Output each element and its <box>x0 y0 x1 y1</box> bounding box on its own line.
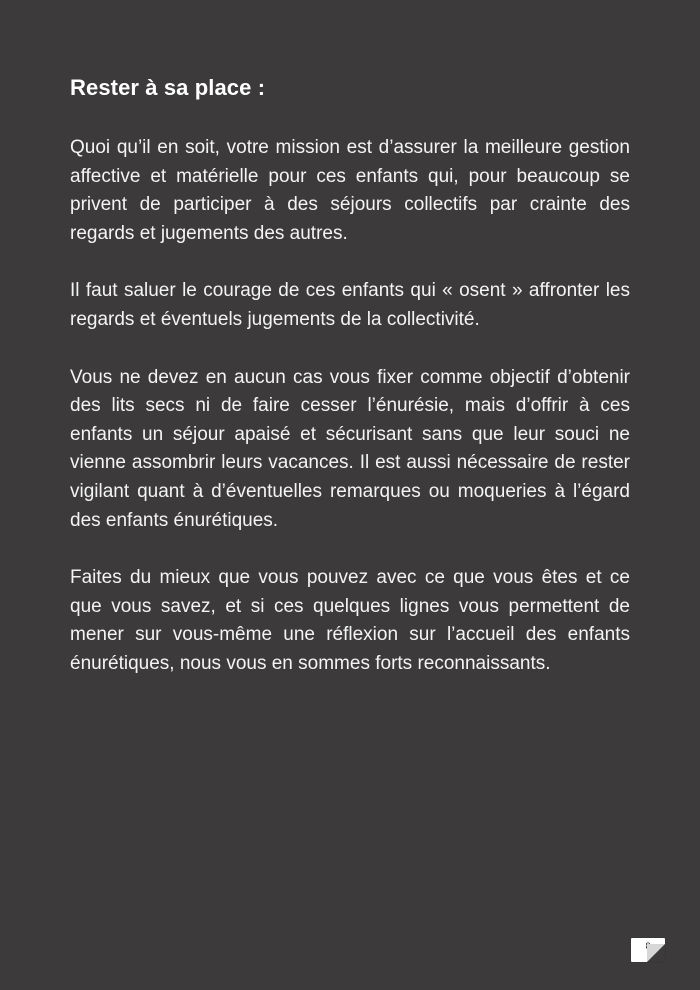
paragraph-4: Faites du mieux que vous pouvez avec ce que vous êtes et ce que vous savez, et si ces quelques lignes vous permettent de mener sur vous-même une réflexion sur l’accueil des enfants énurétiques, nous vous en sommes forts reconnaissants. <box>70 567 630 674</box>
section-heading: Rester à sa place : <box>70 75 266 100</box>
page-curl-icon <box>647 944 665 962</box>
paragraph-3: Vous ne devez en aucun cas vous fixer comme objectif d’obtenir des lits secs ni de faire cesser l’énurésie, mais d’offrir à ces enfants un séjour apaisé et sécurisant sans que leur souci ne vienne assombrir leurs vacances. Il est aussi nécessaire de rester vigilant quant à d’éventuelles remarques ou moqueries à l’égard des enfants énurétiques. <box>70 366 630 531</box>
page-number-box <box>631 938 665 962</box>
paragraph-2: Il faut saluer le courage de ces enfants qui « osent » affronter les regards et éventuels jugements de la collectivité. <box>70 280 630 330</box>
paragraph-1: Quoi qu’il en soit, votre mission est d’assurer la meilleure gestion affective et matérielle pour ces enfants qui, pour beaucoup se privent de participer à des séjours collectifs par crainte des regards et jugements des autres. <box>70 137 630 244</box>
page-number: 8 <box>645 941 651 951</box>
document-page <box>70 70 630 679</box>
